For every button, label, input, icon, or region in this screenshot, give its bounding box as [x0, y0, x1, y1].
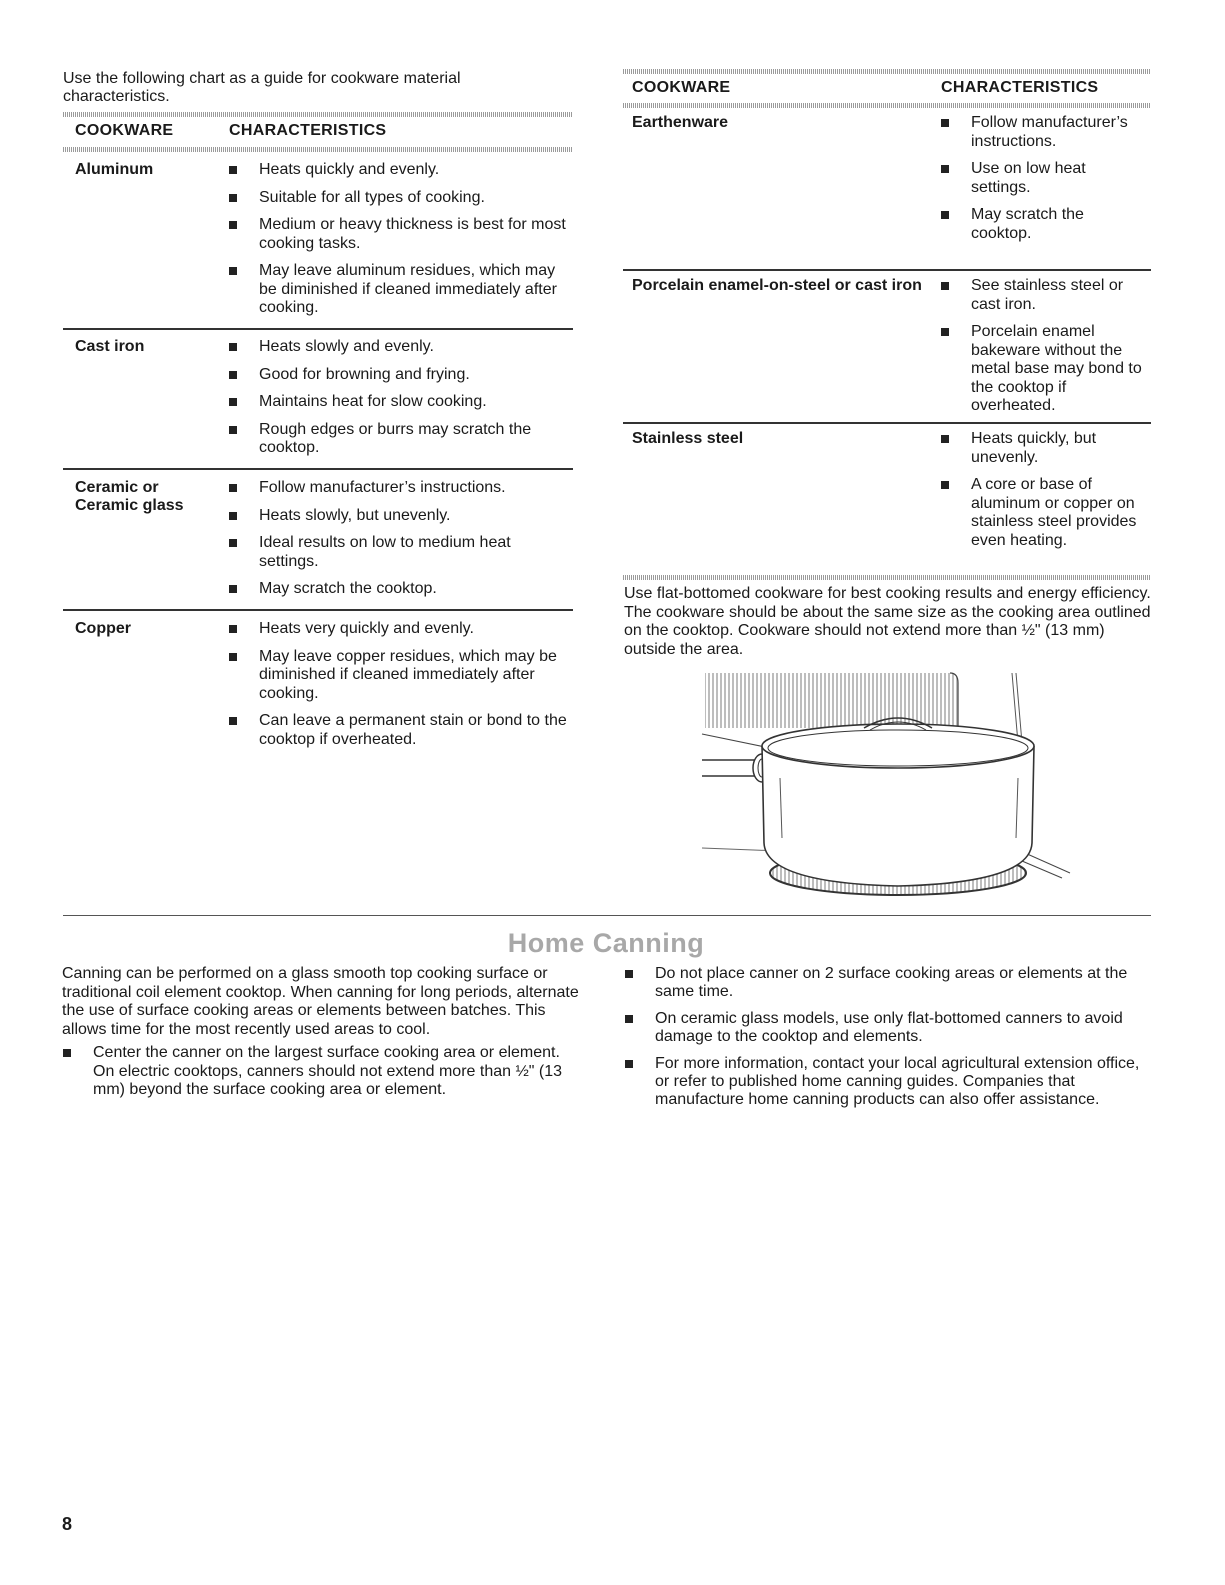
characteristics-list — [228, 338, 568, 467]
characteristics-list — [940, 277, 1145, 425]
section-divider — [63, 915, 1151, 916]
row-divider — [623, 422, 1151, 424]
row-divider — [63, 609, 573, 611]
list-item: For more information, contact your local agricultural extension office, or refer to published home canning guides. Companies that manufacture home canning products can also offer assistance. — [624, 1055, 1152, 1109]
material-name: Cast iron — [75, 338, 145, 355]
characteristics-list — [228, 620, 568, 758]
list-item: May leave copper residues, which may be diminished if cleaned immediately after cooking. — [228, 648, 568, 704]
list-item: Suitable for all types of cooking. — [228, 189, 568, 208]
list-item: Center the canner on the largest surface cooking area or element. On electric cooktops, canners should not extend more than ½" (13 mm) beyond the surface cooking area or element. — [62, 1044, 582, 1100]
material-name: Stainless steel — [632, 430, 744, 447]
list-item: On ceramic glass models, use only flat-bottomed canners to avoid damage to the cooktop and elements. — [624, 1010, 1152, 1046]
list-item: Ideal results on low to medium heat settings. — [228, 534, 568, 571]
list-item: Heats slowly, but unevenly. — [228, 507, 568, 526]
list-item: Heats slowly and evenly. — [228, 338, 568, 357]
list-item: Good for browning and frying. — [228, 366, 568, 385]
list-item: A core or base of aluminum or copper on stainless steel provides even heating. — [940, 476, 1145, 550]
home-canning-left-list — [62, 1044, 582, 1109]
list-item: Follow manufacturer’s instructions. — [228, 479, 568, 498]
row-divider — [63, 328, 573, 330]
list-item: Follow manufacturer’s instructions. — [940, 114, 1145, 151]
page-number: 8 — [62, 1514, 73, 1534]
list-item: Maintains heat for slow cooking. — [228, 393, 568, 412]
flat-bottom-note: Use flat-bottomed cookware for best cooking results and energy efficiency. The cookware should be about the same size as the cooking area outlined on the cooktop. Cookware should not extend more than ½" (13 mm) outside the area. — [624, 585, 1151, 658]
home-canning-intro: Canning can be performed on a glass smooth top cooking surface or traditional coil element cooktop. When canning for long periods, alternate the use of surface cooking areas or elements between batches. This allows time for the most recently used areas to cool. — [62, 965, 579, 1038]
table-bottom-divider — [623, 575, 1151, 580]
list-item: Use on low heat settings. — [940, 160, 1145, 197]
header-characteristics: CHARACTERISTICS — [229, 122, 387, 139]
header-cookware: COOKWARE — [632, 79, 731, 96]
list-item: Heats very quickly and evenly. — [228, 620, 568, 639]
table-header-divider — [623, 69, 1151, 74]
list-item: May scratch the cooktop. — [228, 580, 568, 599]
table-header-divider — [623, 103, 1151, 108]
row-divider — [63, 468, 573, 470]
material-name: Porcelain enamel-on-steel or cast iron — [632, 277, 922, 294]
list-item: Porcelain enamel bakeware without the metal base may bond to the cooktop if overheated. — [940, 323, 1145, 416]
characteristics-list — [940, 430, 1145, 559]
list-item: May scratch the cooktop. — [940, 206, 1145, 243]
list-item: Do not place canner on 2 surface cooking areas or elements at the same time. — [624, 965, 1152, 1001]
characteristics-list — [228, 479, 568, 608]
section-title-home-canning: Home Canning — [507, 928, 705, 958]
material-name: Ceramic or Ceramic glass — [75, 479, 184, 514]
pot-on-cooktop-illustration — [700, 668, 1080, 903]
list-item: Heats quickly and evenly. — [228, 161, 568, 180]
material-name: Copper — [75, 620, 131, 637]
characteristics-list — [940, 114, 1145, 252]
header-cookware: COOKWARE — [75, 122, 174, 139]
table-header-divider — [63, 112, 573, 117]
list-item: May leave aluminum residues, which may be diminished if cleaned immediately after cooking. — [228, 262, 568, 318]
list-item: See stainless steel or cast iron. — [940, 277, 1145, 314]
list-item: Medium or heavy thickness is best for most cooking tasks. — [228, 216, 568, 253]
characteristics-list — [228, 161, 568, 327]
home-canning-right-list — [624, 965, 1152, 1118]
header-characteristics: CHARACTERISTICS — [941, 79, 1099, 96]
material-name: Earthenware — [632, 114, 729, 131]
material-name: Aluminum — [75, 161, 154, 178]
list-item: Heats quickly, but unevenly. — [940, 430, 1145, 467]
list-item: Rough edges or burrs may scratch the cooktop. — [228, 421, 568, 458]
row-divider — [623, 269, 1151, 271]
table-header-divider — [63, 147, 573, 152]
list-item: Can leave a permanent stain or bond to the cooktop if overheated. — [228, 712, 568, 749]
chart-intro: Use the following chart as a guide for cookware material characteristics. — [63, 70, 461, 105]
